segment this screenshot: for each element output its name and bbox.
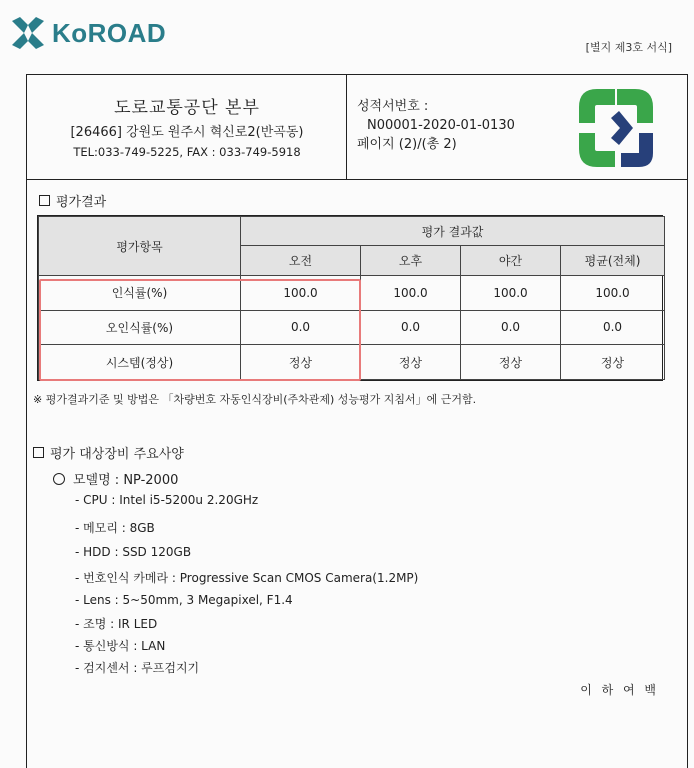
certificate-number: N00001-2020-01-0130 [367,118,515,133]
table-cell: 100.0 [241,276,361,311]
evaluation-note: ※ 평가결과기준 및 방법은 「차량번호 자동인식장비(주차관제) 성능평가 지침서」에 근거함. [33,393,477,406]
certificate-info [357,97,515,154]
header-afternoon: 오후 [361,246,461,276]
table-row [39,345,665,380]
list-item: - 번호인식 카메라 : Progressive Scan CMOS Camera(1.2MP) [75,571,419,585]
organization-title: 도로교통공단 본부 [114,98,260,118]
table-cell: 0.0 [461,310,561,345]
row-label: 시스템(정상) [39,345,241,380]
table-row [39,310,665,345]
document-header [27,75,687,180]
row-label: 인식률(%) [39,276,241,311]
list-item: - Lens : 5~50mm, 3 Megapixel, F1.4 [75,593,293,607]
list-item: - 검지센서 : 루프검지기 [75,661,200,675]
header-average: 평균(전체) [561,246,665,276]
page-info: 페이지 (2)/(총 2) [357,137,457,152]
row-label: 오인식률(%) [39,310,241,345]
certificate-label: 성적서번호 : [357,99,429,114]
result-section-title: 평가결과 [39,191,106,210]
document-frame [26,74,688,768]
header-night: 야간 [461,246,561,276]
logo-text: KoROAD [52,17,167,48]
end-of-document-mark: 이 하 여 백 [580,683,659,697]
header-morning: 오전 [241,246,361,276]
checkbox-square-icon [33,447,44,458]
table-cell: 100.0 [561,276,665,311]
circle-bullet-icon [53,473,65,485]
table-cell: 0.0 [241,310,361,345]
form-number: [별지 제3호 서식] [585,41,672,54]
checkbox-square-icon [39,195,50,206]
table-cell: 정상 [361,345,461,380]
organization-block [27,75,347,179]
list-item: - 조명 : IR LED [75,617,158,631]
table-cell: 0.0 [561,310,665,345]
organization-address: [26466] 강원도 원주시 혁신로2(반곡동) [70,125,304,140]
table-cell: 100.0 [461,276,561,311]
koroad-cross-logo-icon [10,15,46,51]
table-cell: 0.0 [361,310,461,345]
list-item: - HDD : SSD 120GB [75,545,192,559]
table-cell: 정상 [461,345,561,380]
table-cell: 정상 [241,345,361,380]
model-name: 모델명 : NP-2000 [53,469,178,488]
list-item: - 메모리 : 8GB [75,521,155,535]
table-cell: 100.0 [361,276,461,311]
table-cell: 정상 [561,345,665,380]
result-table [37,215,663,381]
koroad-logo [10,14,166,52]
organization-contact: TEL:033-749-5225, FAX : 033-749-5918 [73,145,301,159]
equipment-section-title: 평가 대상장비 주요사양 [33,443,184,462]
table-row [39,276,665,311]
list-item: - 통신방식 : LAN [75,639,166,653]
header-result-group: 평가 결과값 [241,217,665,246]
koroad-emblem-icon [571,83,661,173]
header-item: 평가항목 [39,217,241,276]
list-item: - CPU : Intel i5-5200u 2.20GHz [75,493,259,507]
